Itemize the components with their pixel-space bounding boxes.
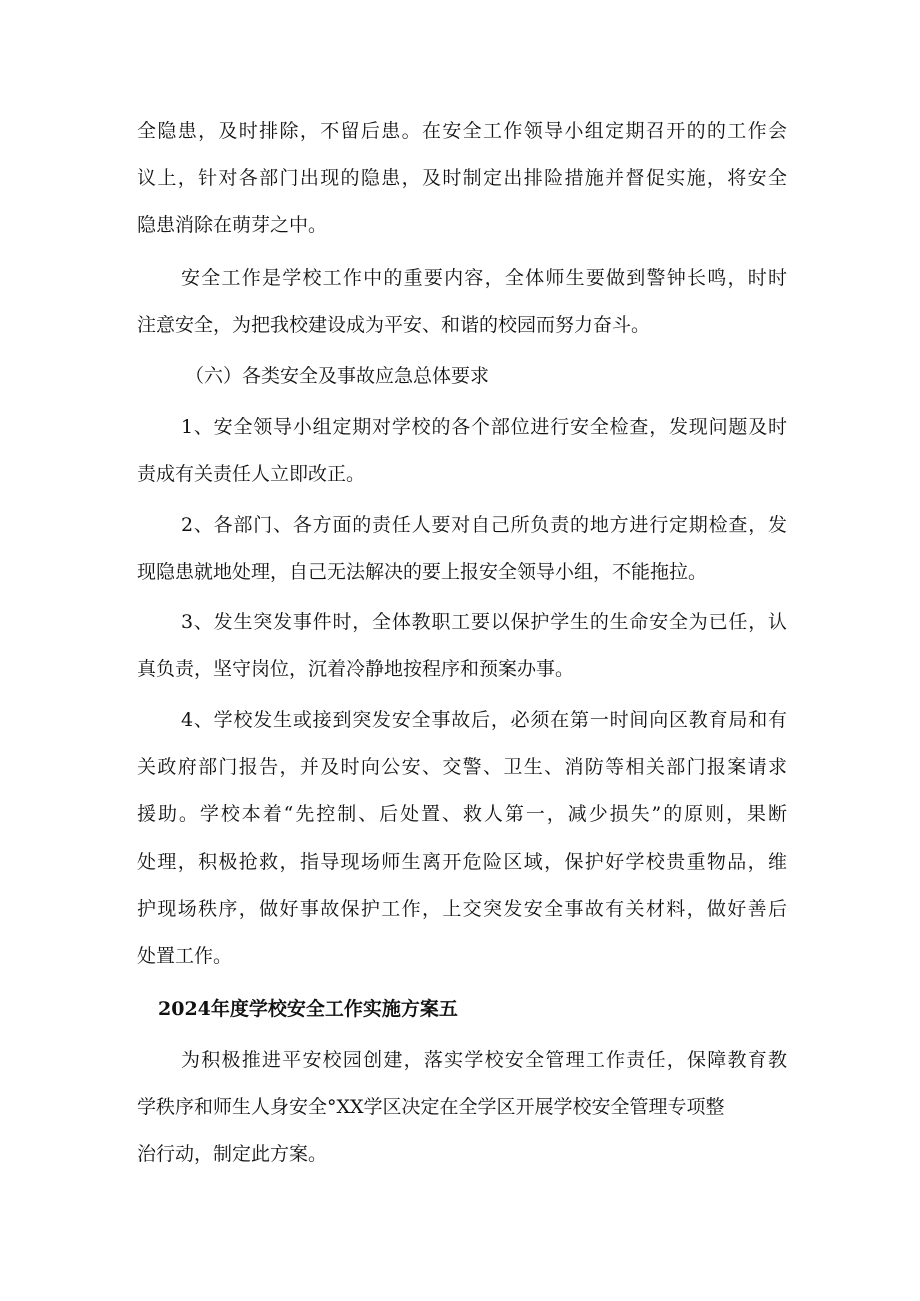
paragraph-line: 隐患消除在萌芽之中。 bbox=[137, 214, 328, 236]
section-subheading: （六）各类安全及事故应急总体要求 bbox=[185, 365, 490, 387]
paragraph-line: 全隐患，及时排除，不留后患。在安全工作领导小组定期召开的的工作会 bbox=[137, 120, 787, 142]
section-heading: 2024年度学校安全工作实施方案五 bbox=[158, 998, 458, 1020]
paragraph-line: 3、发生突发事件时，全体教职工要以保护学生的生命安全为已任，认 bbox=[181, 611, 787, 633]
paragraph-line: 4、学校发生或接到突发安全事故后，必须在第一时间向区教育局和有 bbox=[181, 709, 787, 731]
paragraph-line: 议上，针对各部门出现的隐患，及时制定出排险措施并督促实施，将安全 bbox=[137, 167, 787, 189]
paragraph-line: 真负责，坚守岗位，沉着冷静地按程序和预案办事。 bbox=[137, 658, 575, 680]
paragraph-line: 学秩序和师生人身安全°XX学区决定在全学区开展学校安全管理专项整 bbox=[137, 1096, 725, 1118]
paragraph-line: 责成有关责任人立即改正。 bbox=[137, 463, 366, 485]
paragraph-line: 1、安全领导小组定期对学校的各个部位进行安全检查，发现问题及时 bbox=[181, 416, 787, 438]
paragraph-line: 关政府部门报告，并及时向公安、交警、卫生、消防等相关部门报案请求 bbox=[137, 756, 787, 778]
paragraph-line: 治行动，制定此方案。 bbox=[137, 1143, 328, 1165]
paragraph-line: 2、各部门、各方面的责任人要对自己所负责的地方进行定期检查，发 bbox=[181, 514, 787, 536]
paragraph-line: 现隐患就地处理，自己无法解决的要上报安全领导小组，不能拖拉。 bbox=[137, 561, 708, 583]
paragraph-line: 处理，积极抢救，指导现场师生离开危险区域，保护好学校贵重物品，维 bbox=[137, 851, 787, 873]
paragraph-line: 援助。学校本着“先控制、后处置、救人第一，减少损失”的原则，果断 bbox=[137, 803, 787, 825]
paragraph-line: 处置工作。 bbox=[137, 945, 233, 967]
paragraph-line: 为积极推进平安校园创建，落实学校安全管理工作责任，保障教育教 bbox=[181, 1049, 787, 1071]
paragraph-line: 护现场秩序，做好事故保护工作，上交突发安全事故有关材料，做好善后 bbox=[137, 898, 787, 920]
paragraph-line: 注意安全，为把我校建设成为平安、和谐的校园而努力奋斗。 bbox=[137, 314, 651, 336]
paragraph-line: 安全工作是学校工作中的重要内容，全体师生要做到警钟长鸣，时时 bbox=[181, 267, 787, 289]
